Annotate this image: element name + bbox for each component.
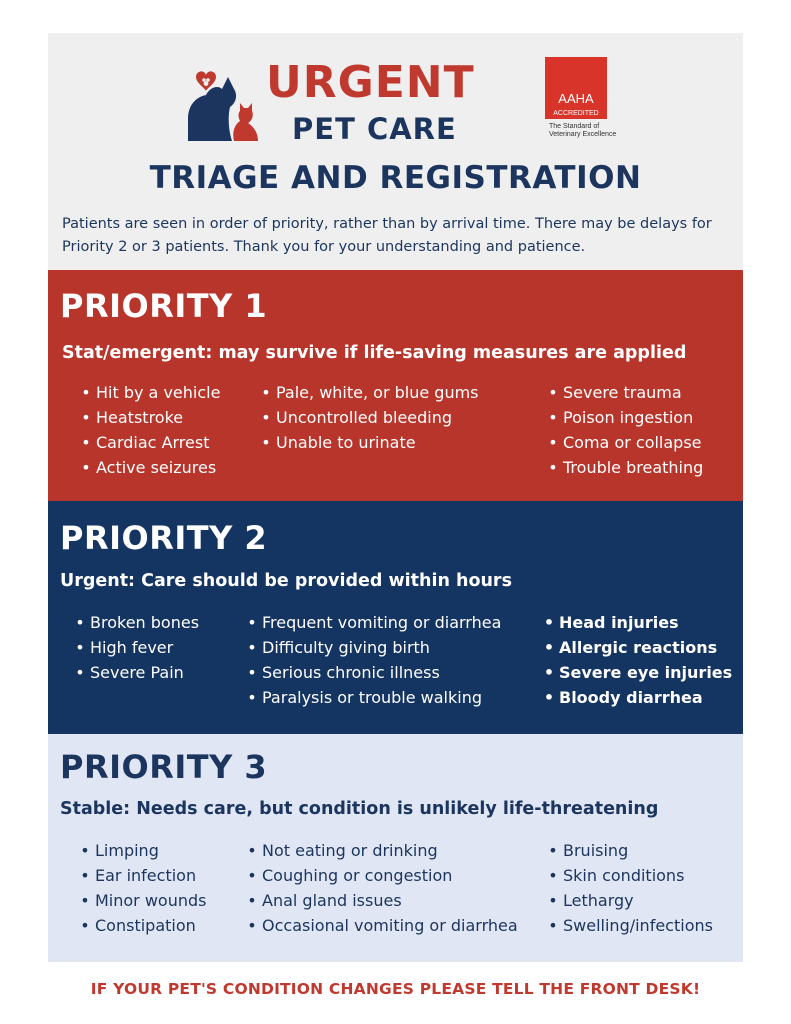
front-desk-notice: IF YOUR PET'S CONDITION CHANGES PLEASE TELL THE FRONT DESK!: [90, 980, 701, 998]
list-item: • Cardiac Arrest: [76, 430, 220, 455]
list-item: • Bloody diarrhea: [539, 685, 732, 710]
list-item: • Swelling/infections: [543, 913, 713, 938]
aaha-tagline-line-1: The Standard of: [549, 123, 600, 130]
priority-1-column-1: [76, 380, 220, 480]
list-item: • Unable to urinate: [256, 430, 479, 455]
list-item: • Ear infection: [75, 863, 207, 888]
priority-1-column-2: [256, 380, 479, 455]
list-item: • Coughing or congestion: [242, 863, 518, 888]
priority-1-column-3: [543, 380, 703, 480]
aaha-logo-icon: [545, 57, 607, 119]
aaha-tagline-line-2: Veterinary Excellence: [549, 131, 617, 139]
list-item: • Coma or collapse: [543, 430, 703, 455]
page-title: TRIAGE AND REGISTRATION: [149, 160, 642, 196]
triage-poster: [48, 33, 743, 962]
list-item: • Head injuries: [539, 610, 732, 635]
list-item: • Difficulty giving birth: [242, 635, 501, 660]
list-item: • Uncontrolled bleeding: [256, 405, 479, 430]
priority-1-subtitle: Stat/emergent: may survive if life-saving measures are applied: [62, 343, 687, 363]
priority-3-title: PRIORITY 3: [60, 748, 268, 786]
list-item: • Trouble breathing: [543, 455, 703, 480]
list-item: • Lethargy: [543, 888, 713, 913]
list-item: • Serious chronic illness: [242, 660, 501, 685]
aaha-tagline: [543, 123, 623, 139]
list-item: • Not eating or drinking: [242, 838, 518, 863]
list-item: • Constipation: [75, 913, 207, 938]
list-item: • Occasional vomiting or diarrhea: [242, 913, 518, 938]
aaha-mark-text: AAHA: [558, 91, 594, 106]
list-item: • Severe eye injuries: [539, 660, 732, 685]
priority-3-subtitle: Stable: Needs care, but condition is unlikely life-threatening: [60, 799, 659, 819]
list-item: • Minor wounds: [75, 888, 207, 913]
list-item: • Poison ingestion: [543, 405, 703, 430]
list-item: • Severe Pain: [70, 660, 199, 685]
list-item: • Anal gland issues: [242, 888, 518, 913]
brand-urgent-text: URGENT: [266, 57, 475, 108]
brand-pet-care-text: PET CARE: [292, 112, 457, 146]
priority-2-column-2: [242, 610, 501, 710]
intro-text: Patients are seen in order of priority, rather than by arrival time. There may be delays for Priority 2 or 3 patients. Thank you for your understanding and patience.: [62, 216, 712, 255]
list-item: • Skin conditions: [543, 863, 713, 888]
aaha-accreditation-badge: [543, 57, 623, 139]
list-item: • Limping: [75, 838, 207, 863]
priority-2-title: PRIORITY 2: [60, 519, 268, 557]
priority-2-panel: [48, 501, 743, 734]
poster-header: [48, 33, 743, 270]
list-item: • Frequent vomiting or diarrhea: [242, 610, 501, 635]
dog-and-cat-logo-icon: [182, 63, 264, 143]
list-item: • Bruising: [543, 838, 713, 863]
priority-1-panel: [48, 270, 743, 501]
priority-2-column-1: [70, 610, 199, 685]
list-item: • Heatstroke: [76, 405, 220, 430]
list-item: • Severe trauma: [543, 380, 703, 405]
list-item: • Paralysis or trouble walking: [242, 685, 501, 710]
list-item: • Hit by a vehicle: [76, 380, 220, 405]
priority-2-column-3: [539, 610, 732, 710]
priority-3-column-3: [543, 838, 713, 938]
priority-3-column-2: [242, 838, 518, 938]
priority-1-title: PRIORITY 1: [60, 287, 268, 325]
priority-2-subtitle: Urgent: Care should be provided within hours: [60, 571, 512, 591]
priority-3-column-1: [75, 838, 207, 938]
list-item: • High fever: [70, 635, 199, 660]
list-item: • Active seizures: [76, 455, 220, 480]
list-item: • Broken bones: [70, 610, 199, 635]
priority-3-panel: [48, 734, 743, 962]
list-item: • Pale, white, or blue gums: [256, 380, 479, 405]
aaha-accredited-text: ACCREDITED: [553, 110, 599, 117]
list-item: • Allergic reactions: [539, 635, 732, 660]
